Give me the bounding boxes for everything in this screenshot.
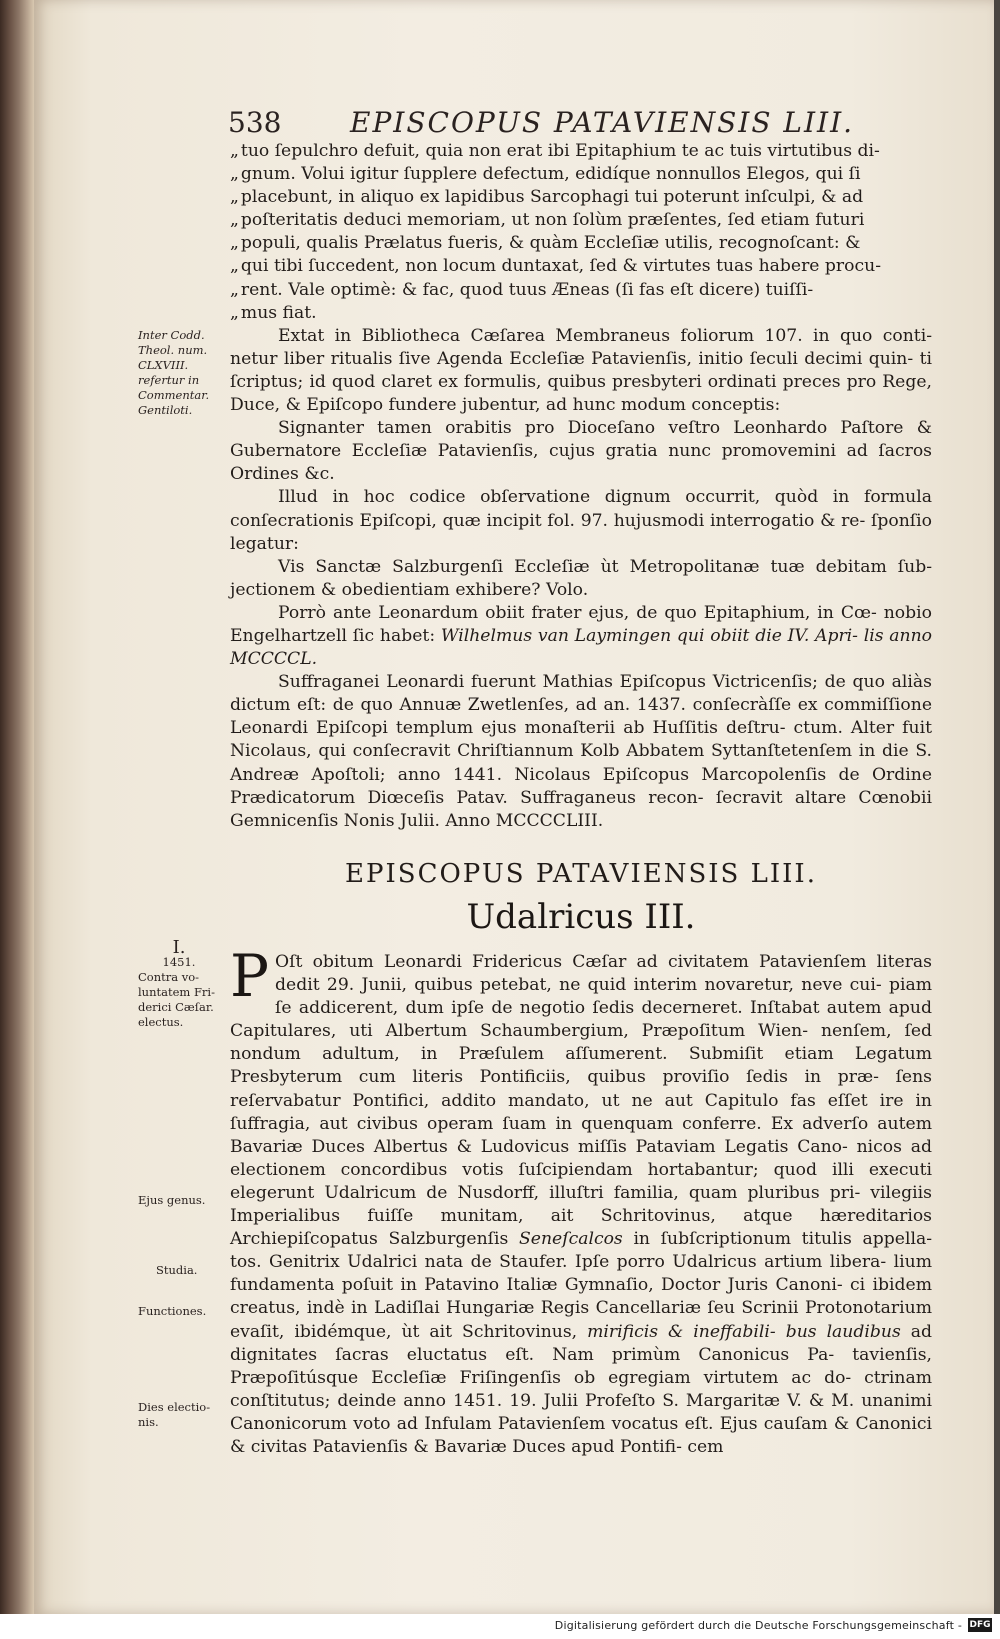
- paragraph-vis: Vis Sanctæ Salzburgenſi Eccleſiæ ùt Metropolitanæ tuæ debitam ſub- jectionem & obedientiam exhibere? Volo.: [230, 556, 932, 600]
- main-text-italic1: Seneſcalcos: [519, 1229, 623, 1250]
- paragraph-porro: [230, 602, 932, 671]
- main-text-part1: Oſt obitum Leonardi Fridericus Cæſar ad civitatem Patavienſem literas dedit 29. Junii, quibus petebat, ne quid interim novaretur, neve cui- piam ſe addicerent, dum ipſe de negotio ſedis decerneret. Inſtabat autem apud Capitulares, uti Albertum Schaumbergium, Præpoſitum Wien- nenſem, ſed nondum adultum, in Præſulem aſſumerent. Submiſit etiam Legatum Presbyterum cum literis Pontificiis, quibus proviſio ſedis in præ- ſens reſervabatur Pontifici, addito mandato, ut ne aut Capitulo fas eſſet ire in ſuffragia, aut civibus operam ſuam in quenquam conferre. Ex adverſo autem Bavariæ Duces Albertus & Ludovicus miſſis Pataviam Legatis Cano- nicos ad electionem concordibus votis ſuſcipiendam hortabantur; quod illi executi elegerunt Udalricum de Nusdorff, illuſtri familia, quam pluribus pri- vilegiis Imperialibus fuiſſe munitam, ait Schritovinus, atque hæreditarios Archiepiſcopatus Salzburgenſis: [230, 952, 932, 1250]
- margin-note-dies: Dies electio- nis.: [138, 1400, 211, 1429]
- quote-line: „ placebunt, in aliquo ex lapidibus Sarcophagi tui poterunt inſculpi, & ad: [230, 186, 932, 209]
- margin-note-year: 1451.: [162, 955, 196, 969]
- epitaph-text: Wilhelmus van Laymingen qui obiit die IV. Apri- lis anno MCCCCL.: [230, 625, 933, 670]
- margin-note-number: I.: [172, 937, 186, 958]
- quote-line: „ rent. Vale optimè: & fac, quod tuus Æneas (ſi fas eſt dicere) tuiſſi-: [230, 279, 932, 302]
- main-text-italic2: mirificis & ineffabili- bus laudibus: [587, 1321, 901, 1342]
- page-number: 538: [228, 106, 282, 139]
- dfg-logo: DFG: [969, 1620, 991, 1630]
- quote-line: „ populi, qualis Prælatus fueris, & quàm Eccleſiæ utilis, recognoſcant: &: [230, 232, 932, 255]
- porro-text: Porrò ante Leonardum obiit frater ejus, de quo Epitaphium, in Cœ- nobio Engelhartzell ſic habet:: [230, 602, 932, 646]
- quoted-letter: [230, 140, 932, 325]
- margin-note-studia: Studia.: [156, 1263, 198, 1277]
- margin-note-genus: Ejus genus.: [138, 1193, 206, 1207]
- paragraph-suffraganei: Suffraganei Leonardi fuerunt Mathias Epiſcopus Victricenſis; de quo aliàs dictum eſt: de quo Annuæ Zwetlenſes, ad an. 1437. conſecràſſe ex commiſſione Leonardi Epiſcopi templum ejus monaſterii ab Huſſitis deſtru- ctum. Alter fuit Nicolaus, qui conſecravit Chriſtiannum Kolb Abbatem Syttanſtetenſem in die S. Andreæ Apoſtoli; anno 1441. Nicolaus Epiſcopus Marcopolenſis de Ordine Prædicatorum Diœceſis Patav. Suffraganeus recon- ſecravit altare Cœnobii Gemnicenſis Nonis Julii. Anno MCCCCLIII.: [230, 672, 932, 831]
- main-text-part3: ad dignitates ſacras eluctatus eſt. Nam primùm Canonicus Pa- tavienſis, Præpoſitúsque Eccleſiæ Friſingenſis ob egregiam virtutem ac do- ctrinam conſtitutus; deinde anno 1451. 19. Julii Profeſto S. Margaritæ V. & M. unanimi Canonicorum voto ad Infulam Patavienſem vocatus eſt. Ejus cauſam & Canonici & civitas Patavienſis & Bavariæ Duces apud Pontifi- cem: [230, 1321, 933, 1457]
- margin-note-functiones: Functiones.: [138, 1304, 207, 1318]
- book-spine: [0, 0, 34, 1639]
- paragraph-extat: Extat in Bibliotheca Cæſarea Membraneus foliorum 107. in quo conti- netur liber ritualis ſive Agenda Eccleſiæ Patavienſis, initio ſeculi decimi quin- ti ſcriptus; id quod claret ex formulis, quibus presbyteri ordinati preces pro Rege, Duce, & Epiſcopo fundere jubentur, ad hunc modum conceptis:: [230, 325, 932, 416]
- drop-cap: P: [230, 942, 270, 1010]
- quote-line: „ gnum. Volui igitur ſupplere defectum, edidíque nonnullos Elegos, qui ſi: [230, 163, 932, 186]
- section-title: EPISCOPUS PATAVIENSIS LIII.: [345, 859, 817, 889]
- quote-line: „ mus fiat.: [230, 302, 932, 325]
- quote-line: „ poſteritatis deduci memoriam, ut non ſolùm præſentes, ſed etiam futuri: [230, 209, 932, 232]
- quote-line: „ qui tibi ſuccedent, non locum duntaxat, ſed & virtutes tuas habere procu-: [230, 255, 932, 278]
- text-block-main: [230, 942, 933, 1459]
- running-head: EPISCOPUS PATAVIENSIS LIII.: [350, 106, 855, 139]
- bishop-name: Udalricus III.: [466, 897, 696, 937]
- paragraph-illud: Illud in hoc codice obſervatione dignum occurrit, quòd in formula conſecrationis Epiſcopi, quæ incipit fol. 97. hujusmodi interrogatio & re- ſponſio legatur:: [230, 487, 932, 554]
- margin-note-codex: Inter Codd. Theol. num. CLXVIII. refertur in Commentar. Gentiloti.: [138, 328, 210, 417]
- footer-text: Digitalisierung gefördert durch die Deutsche Forschungsgemeinschaft -: [554, 1619, 962, 1632]
- quote-line: „ tuo ſepulchro defuit, quia non erat ibi Epitaphium te ac tuis virtutibus di-: [230, 140, 932, 163]
- main-text-part2: in ſubſcriptionum titulis appella- tos. Genitrix Udalrici nata de Staufer. Ipſe porro Udalricus artium libera- lium fundamenta poſuit in Patavino Italiæ Gymnaſio, Doctor Juris Canoni- ci ibidem creatus, indè in Ladiſlai Hungariæ Regis Cancellariæ ſeu Scrinii Protonotarium evaſit, ibidémque, ùt ait Schritovinus,: [230, 1229, 933, 1342]
- margin-note-election: [138, 937, 220, 1030]
- text-block-top: [230, 140, 932, 833]
- margin-note-text: Contra vo- luntatem Fri- derici Cæſar. electus.: [138, 970, 215, 1029]
- paragraph-signanter: Signanter tamen orabitis pro Dioceſano veſtro Leonhardo Paſtore & Gubernatore Eccleſiæ Patavienſis, cujus gratia nunc promovemini ad ſacros Ordines &c.: [230, 418, 932, 485]
